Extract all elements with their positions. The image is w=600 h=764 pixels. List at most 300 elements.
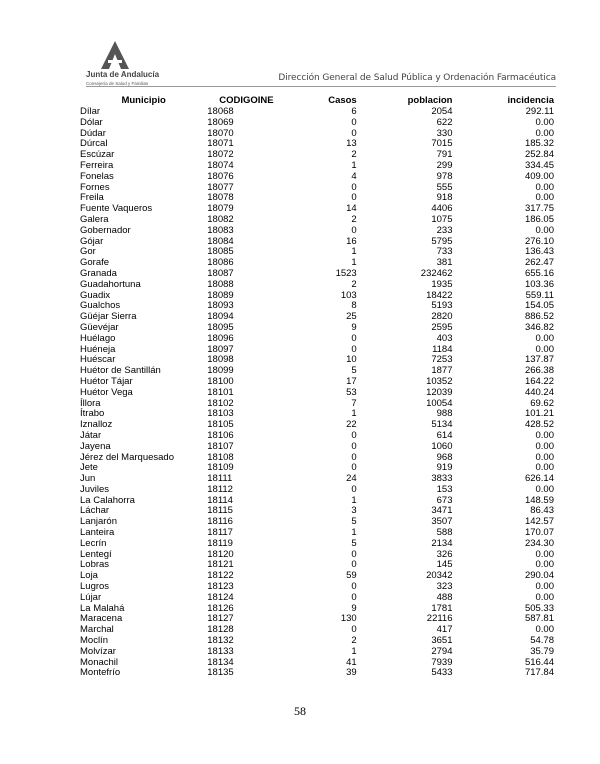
cell-casos: 10 (346, 354, 357, 366)
cell-incidencia: 0.00 (535, 343, 554, 355)
cell-poblacion: 10352 (426, 375, 453, 387)
cell-casos: 0 (351, 181, 357, 193)
table-header-row (78, 96, 556, 107)
cell-codigoine: 18082 (207, 213, 234, 225)
cell-incidencia: 428.52 (524, 419, 554, 431)
cell-codigoine: 18115 (207, 505, 233, 517)
cell-casos: 2 (351, 278, 357, 290)
cell-poblacion: 2054 (431, 106, 453, 117)
cell-codigoine: 18093 (207, 300, 234, 312)
cell-codigoine: 18119 (207, 537, 233, 549)
cell-codigoine: 18122 (207, 570, 234, 582)
cell-codigoine: 18120 (207, 548, 234, 560)
cell-incidencia: 0.00 (535, 451, 554, 463)
cell-incidencia: 54.78 (530, 635, 554, 647)
cell-codigoine: 18102 (207, 397, 234, 409)
cell-poblacion: 555 (436, 181, 453, 193)
cell-casos: 22 (346, 419, 357, 431)
cell-poblacion: 733 (436, 246, 453, 258)
cell-municipio: Montefrío (80, 667, 121, 679)
cell-casos: 0 (351, 429, 357, 441)
table-row (78, 474, 556, 485)
cell-codigoine: 18133 (207, 645, 234, 657)
table-row (78, 463, 556, 474)
cell-codigoine: 18101 (207, 386, 234, 398)
cell-poblacion: 18422 (426, 289, 453, 301)
cell-codigoine: 18072 (207, 149, 234, 161)
table-row (78, 636, 556, 647)
cell-municipio: Fornes (80, 181, 110, 193)
cell-municipio: Huétor de Santillán (80, 365, 161, 377)
cell-municipio: Marchal (80, 624, 114, 636)
cell-casos: 0 (351, 548, 357, 560)
cell-incidencia: 0.00 (535, 429, 554, 441)
cell-poblacion: 2820 (431, 311, 453, 323)
cell-incidencia: 154.05 (524, 300, 554, 312)
cell-poblacion: 918 (436, 192, 453, 204)
cell-codigoine: 18134 (207, 656, 234, 668)
cell-casos: 2 (351, 149, 357, 161)
cell-casos: 0 (351, 116, 357, 128)
cell-poblacion: 791 (436, 149, 453, 161)
cell-municipio: La Calahorra (80, 494, 135, 506)
table-row (78, 658, 556, 669)
table-row (78, 345, 556, 356)
cell-poblacion: 330 (436, 127, 453, 139)
cell-municipio: Loja (80, 570, 98, 582)
cell-casos: 0 (351, 343, 357, 355)
table-row (78, 323, 556, 334)
cell-municipio: Ferreira (80, 159, 114, 171)
cell-municipio: Lugros (80, 581, 110, 593)
cell-poblacion: 233 (436, 224, 453, 236)
cell-poblacion: 968 (436, 451, 453, 463)
cell-casos: 9 (351, 321, 357, 333)
table-row (78, 528, 556, 539)
cell-incidencia: 136.43 (524, 246, 554, 258)
cell-poblacion: 145 (436, 559, 453, 571)
cell-poblacion: 403 (436, 332, 453, 344)
cell-poblacion: 488 (436, 591, 453, 603)
cell-poblacion: 417 (436, 624, 453, 636)
cell-codigoine: 18068 (207, 106, 234, 117)
cell-municipio: La Malahá (80, 602, 125, 614)
cell-poblacion: 673 (436, 494, 453, 506)
cell-codigoine: 18099 (207, 365, 234, 377)
cell-codigoine: 18103 (207, 408, 234, 420)
cell-codigoine: 18071 (207, 138, 234, 150)
table-row (78, 453, 556, 464)
cell-municipio: Lecrín (80, 537, 107, 549)
cell-incidencia: 0.00 (535, 181, 554, 193)
cell-municipio: Fonelas (80, 170, 114, 182)
cell-municipio: Güéjar Sierra (80, 311, 137, 323)
cell-municipio: Gualchos (80, 300, 121, 312)
cell-casos: 59 (346, 570, 357, 582)
cell-poblacion: 299 (436, 159, 453, 171)
cell-municipio: Fuente Vaqueros (80, 203, 153, 215)
cell-casos: 7 (351, 397, 357, 409)
cell-poblacion: 1781 (431, 602, 453, 614)
cell-casos: 0 (351, 127, 357, 139)
cell-municipio: Gor (80, 246, 96, 258)
cell-municipio: Molvízar (80, 645, 116, 657)
cell-casos: 53 (346, 386, 357, 398)
cell-casos: 0 (351, 192, 357, 204)
cell-incidencia: 185.32 (524, 138, 554, 150)
cell-codigoine: 18069 (207, 116, 234, 128)
cell-codigoine: 18121 (207, 559, 234, 571)
cell-incidencia: 103.36 (524, 278, 554, 290)
cell-incidencia: 164.22 (524, 375, 554, 387)
cell-incidencia: 346.82 (524, 321, 554, 333)
table-row (78, 399, 556, 410)
cell-incidencia: 262.47 (524, 257, 554, 269)
cell-incidencia: 266.38 (524, 365, 554, 377)
cell-poblacion: 614 (436, 429, 453, 441)
cell-incidencia: 252.84 (524, 149, 554, 161)
cell-casos: 0 (351, 332, 357, 344)
cell-casos: 24 (346, 473, 357, 485)
cell-poblacion: 1060 (431, 440, 453, 452)
cell-municipio: Granada (80, 267, 117, 279)
cell-municipio: Freila (80, 192, 104, 204)
cell-poblacion: 4406 (431, 203, 453, 215)
cell-casos: 14 (346, 203, 357, 215)
org-name: Junta de Andalucía (86, 70, 160, 79)
cell-codigoine: 18107 (207, 440, 234, 452)
table-row (78, 172, 556, 183)
cell-casos: 0 (351, 224, 357, 236)
cell-municipio: Huétor Vega (80, 386, 133, 398)
cell-incidencia: 186.05 (524, 213, 554, 225)
cell-casos: 1 (351, 408, 357, 420)
cell-codigoine: 18084 (207, 235, 234, 247)
table-row (78, 668, 556, 679)
table-row (78, 377, 556, 388)
table-row (78, 485, 556, 496)
cell-incidencia: 0.00 (535, 192, 554, 204)
cell-codigoine: 18095 (207, 321, 234, 333)
cell-poblacion: 5193 (431, 300, 453, 312)
cell-incidencia: 137.87 (524, 354, 554, 366)
cell-incidencia: 587.81 (524, 613, 554, 625)
cell-incidencia: 0.00 (535, 591, 554, 603)
cell-codigoine: 18077 (207, 181, 234, 193)
table-row (78, 161, 556, 172)
cell-codigoine: 18079 (207, 203, 234, 215)
cell-municipio: Láchar (80, 505, 110, 517)
cell-codigoine: 18124 (207, 591, 234, 603)
table-row (78, 550, 556, 561)
cell-poblacion: 381 (436, 257, 453, 269)
table-row (78, 625, 556, 636)
table-row (78, 582, 556, 593)
cell-casos: 0 (351, 483, 357, 495)
cell-casos: 25 (346, 311, 357, 323)
cell-incidencia: 0.00 (535, 440, 554, 452)
cell-codigoine: 18106 (207, 429, 234, 441)
column-header-codigoine: CODIGOINE (219, 95, 274, 107)
cell-incidencia: 717.84 (524, 667, 554, 679)
cell-codigoine: 18083 (207, 224, 234, 236)
table-row (78, 420, 556, 431)
cell-casos: 8 (351, 300, 357, 312)
table-row (78, 118, 556, 129)
cell-poblacion: 326 (436, 548, 453, 560)
table-row (78, 280, 556, 291)
table-row (78, 431, 556, 442)
cell-municipio: Jun (80, 473, 96, 485)
cell-incidencia: 148.59 (524, 494, 554, 506)
column-header-poblacion: poblacion (407, 95, 453, 107)
cell-codigoine: 18111 (207, 473, 233, 485)
cell-casos: 5 (351, 516, 357, 528)
cell-municipio: Jete (80, 462, 98, 474)
cell-casos: 2 (351, 213, 357, 225)
cell-poblacion: 7939 (431, 656, 453, 668)
cell-codigoine: 18116 (207, 516, 233, 528)
cell-poblacion: 12039 (426, 386, 453, 398)
table-row (78, 539, 556, 550)
cell-incidencia: 0.00 (535, 332, 554, 344)
cell-poblacion: 20342 (426, 570, 453, 582)
cell-incidencia: 0.00 (535, 224, 554, 236)
cell-municipio: Ítrabo (80, 408, 105, 420)
cell-casos: 1 (351, 159, 357, 171)
cell-municipio: Lobras (80, 559, 110, 571)
cell-casos: 3 (351, 505, 357, 517)
cell-poblacion: 588 (436, 527, 453, 539)
table-row (78, 334, 556, 345)
cell-codigoine: 18126 (207, 602, 234, 614)
cell-casos: 16 (346, 235, 357, 247)
cell-codigoine: 18094 (207, 311, 234, 323)
table-row (78, 571, 556, 582)
cell-incidencia: 0.00 (535, 483, 554, 495)
cell-incidencia: 0.00 (535, 462, 554, 474)
cell-poblacion: 2595 (431, 321, 453, 333)
cell-incidencia: 0.00 (535, 581, 554, 593)
cell-poblacion: 3471 (431, 505, 453, 517)
cell-poblacion: 7015 (431, 138, 453, 150)
cell-codigoine: 18086 (207, 257, 234, 269)
cell-casos: 0 (351, 462, 357, 474)
cell-casos: 1 (351, 257, 357, 269)
column-header-incidencia: incidencia (507, 95, 554, 107)
cell-codigoine: 18078 (207, 192, 234, 204)
cell-municipio: Maracena (80, 613, 123, 625)
cell-poblacion: 978 (436, 170, 453, 182)
header-divider (86, 86, 556, 87)
cell-municipio: Dúdar (80, 127, 106, 139)
table-row (78, 215, 556, 226)
table-row (78, 409, 556, 420)
cell-incidencia: 170.07 (524, 527, 554, 539)
cell-codigoine: 18105 (207, 419, 234, 431)
cell-municipio: Gorafe (80, 257, 110, 269)
cell-codigoine: 18135 (207, 667, 234, 679)
cell-municipio: Moclín (80, 635, 108, 647)
cell-casos: 5 (351, 365, 357, 377)
table-row (78, 183, 556, 194)
cell-codigoine: 18123 (207, 581, 234, 593)
cell-municipio: Gójar (80, 235, 104, 247)
cell-casos: 0 (351, 581, 357, 593)
cell-casos: 13 (346, 138, 357, 150)
column-header-municipio: Municipio (121, 95, 166, 107)
cell-municipio: Gobernador (80, 224, 131, 236)
cell-incidencia: 516.44 (524, 656, 554, 668)
cell-municipio: Escúzar (80, 149, 115, 161)
cell-casos: 0 (351, 451, 357, 463)
cell-municipio: Juviles (80, 483, 110, 495)
table-row (78, 647, 556, 658)
cell-casos: 0 (351, 559, 357, 571)
cell-poblacion: 1184 (432, 343, 453, 355)
cell-municipio: Monachil (80, 656, 119, 668)
cell-municipio: Huétor Tájar (80, 375, 133, 387)
cell-poblacion: 10054 (426, 397, 453, 409)
cell-incidencia: 142.57 (524, 516, 554, 528)
cell-casos: 1 (351, 645, 357, 657)
cell-municipio: Lújar (80, 591, 102, 603)
cell-casos: 0 (351, 591, 357, 603)
cell-incidencia: 886.52 (524, 311, 554, 323)
cell-codigoine: 18087 (207, 267, 234, 279)
cell-codigoine: 18089 (207, 289, 234, 301)
cell-incidencia: 234.30 (524, 537, 554, 549)
cell-casos: 6 (351, 106, 357, 117)
cell-incidencia: 334.45 (524, 159, 554, 171)
cell-municipio: Güevéjar (80, 321, 119, 333)
cell-casos: 39 (346, 667, 357, 679)
junta-logo (86, 40, 166, 92)
cell-municipio: Lanteira (80, 527, 115, 539)
cell-municipio: Lanjarón (80, 516, 117, 528)
cell-poblacion: 1075 (431, 213, 453, 225)
cell-incidencia: 559.11 (525, 289, 554, 301)
cell-incidencia: 69.62 (530, 397, 554, 409)
department-heading: Dirección General de Salud Pública y Ordenación Farmacéutica (278, 73, 556, 83)
cell-incidencia: 317.75 (524, 203, 554, 215)
cell-codigoine: 18097 (207, 343, 234, 355)
page-number: 58 (294, 704, 306, 718)
cell-municipio: Huéneja (80, 343, 116, 355)
cell-poblacion: 3833 (431, 473, 453, 485)
cell-casos: 4 (351, 170, 357, 182)
cell-codigoine: 18114 (207, 494, 233, 506)
table-body (78, 107, 556, 679)
cell-codigoine: 18127 (207, 613, 234, 625)
cell-codigoine: 18070 (207, 127, 234, 139)
cell-casos: 1 (351, 246, 357, 258)
cell-incidencia: 0.00 (535, 127, 554, 139)
cell-incidencia: 0.00 (535, 548, 554, 560)
cell-casos: 17 (346, 375, 357, 387)
cell-codigoine: 18108 (207, 451, 234, 463)
cell-codigoine: 18096 (207, 332, 234, 344)
cell-incidencia: 276.10 (524, 235, 554, 247)
cell-poblacion: 5433 (431, 667, 453, 679)
cell-incidencia: 35.79 (530, 645, 554, 657)
org-subtitle: Consejería de Salud y Familias (86, 81, 149, 86)
cell-codigoine: 18088 (207, 278, 234, 290)
cell-codigoine: 18074 (207, 159, 234, 171)
cell-incidencia: 440.24 (524, 386, 554, 398)
cell-incidencia: 0.00 (535, 559, 554, 571)
table-row (78, 604, 556, 615)
cell-codigoine: 18112 (207, 483, 233, 495)
table-row (78, 496, 556, 507)
cell-poblacion: 919 (436, 462, 453, 474)
cell-casos: 0 (351, 624, 357, 636)
cell-poblacion: 1935 (431, 278, 453, 290)
cell-poblacion: 2794 (431, 645, 453, 657)
table-row (78, 129, 556, 140)
table-row (78, 291, 556, 302)
table-row (78, 258, 556, 269)
cell-incidencia: 409.00 (524, 170, 554, 182)
cell-incidencia: 86.43 (530, 505, 554, 517)
cell-codigoine: 18117 (207, 527, 233, 539)
cell-codigoine: 18109 (207, 462, 234, 474)
cell-poblacion: 988 (436, 408, 453, 420)
cell-municipio: Dólar (80, 116, 103, 128)
table-row (78, 247, 556, 258)
cell-municipio: Guadahortuna (80, 278, 141, 290)
column-header-casos: Casos (328, 95, 357, 107)
junta-a-logo-icon (100, 40, 130, 70)
table-row (78, 269, 556, 280)
table-row (78, 107, 556, 118)
cell-casos: 5 (351, 537, 357, 549)
cell-municipio: Galera (80, 213, 109, 225)
cell-poblacion: 5795 (431, 235, 453, 247)
cell-casos: 1 (351, 527, 357, 539)
cell-poblacion: 3651 (431, 635, 453, 647)
table-row (78, 560, 556, 571)
cell-codigoine: 18098 (207, 354, 234, 366)
cell-casos: 1523 (335, 267, 357, 279)
table-row (78, 593, 556, 604)
cell-poblacion: 3507 (431, 516, 453, 528)
cell-municipio: Lentegí (80, 548, 112, 560)
cell-municipio: Iznalloz (80, 419, 113, 431)
cell-incidencia: 290.04 (524, 570, 554, 582)
table-row (78, 442, 556, 453)
cell-poblacion: 1877 (431, 365, 453, 377)
cell-municipio: Dúrcal (80, 138, 108, 150)
cell-casos: 0 (351, 440, 357, 452)
cell-codigoine: 18128 (207, 624, 234, 636)
table-row (78, 226, 556, 237)
cell-municipio: Jayena (80, 440, 111, 452)
cell-poblacion: 2134 (431, 537, 453, 549)
cell-poblacion: 232462 (420, 267, 453, 279)
cell-municipio: Dílar (80, 106, 101, 117)
table-row (78, 139, 556, 150)
cell-municipio: Jérez del Marquesado (80, 451, 174, 463)
cell-codigoine: 18076 (207, 170, 234, 182)
cell-poblacion: 622 (436, 116, 453, 128)
table-row (78, 312, 556, 323)
cell-poblacion: 22116 (426, 613, 453, 625)
cell-poblacion: 153 (436, 483, 453, 495)
table-row (78, 614, 556, 625)
cell-municipio: Játar (80, 429, 102, 441)
cell-incidencia: 0.00 (535, 116, 554, 128)
